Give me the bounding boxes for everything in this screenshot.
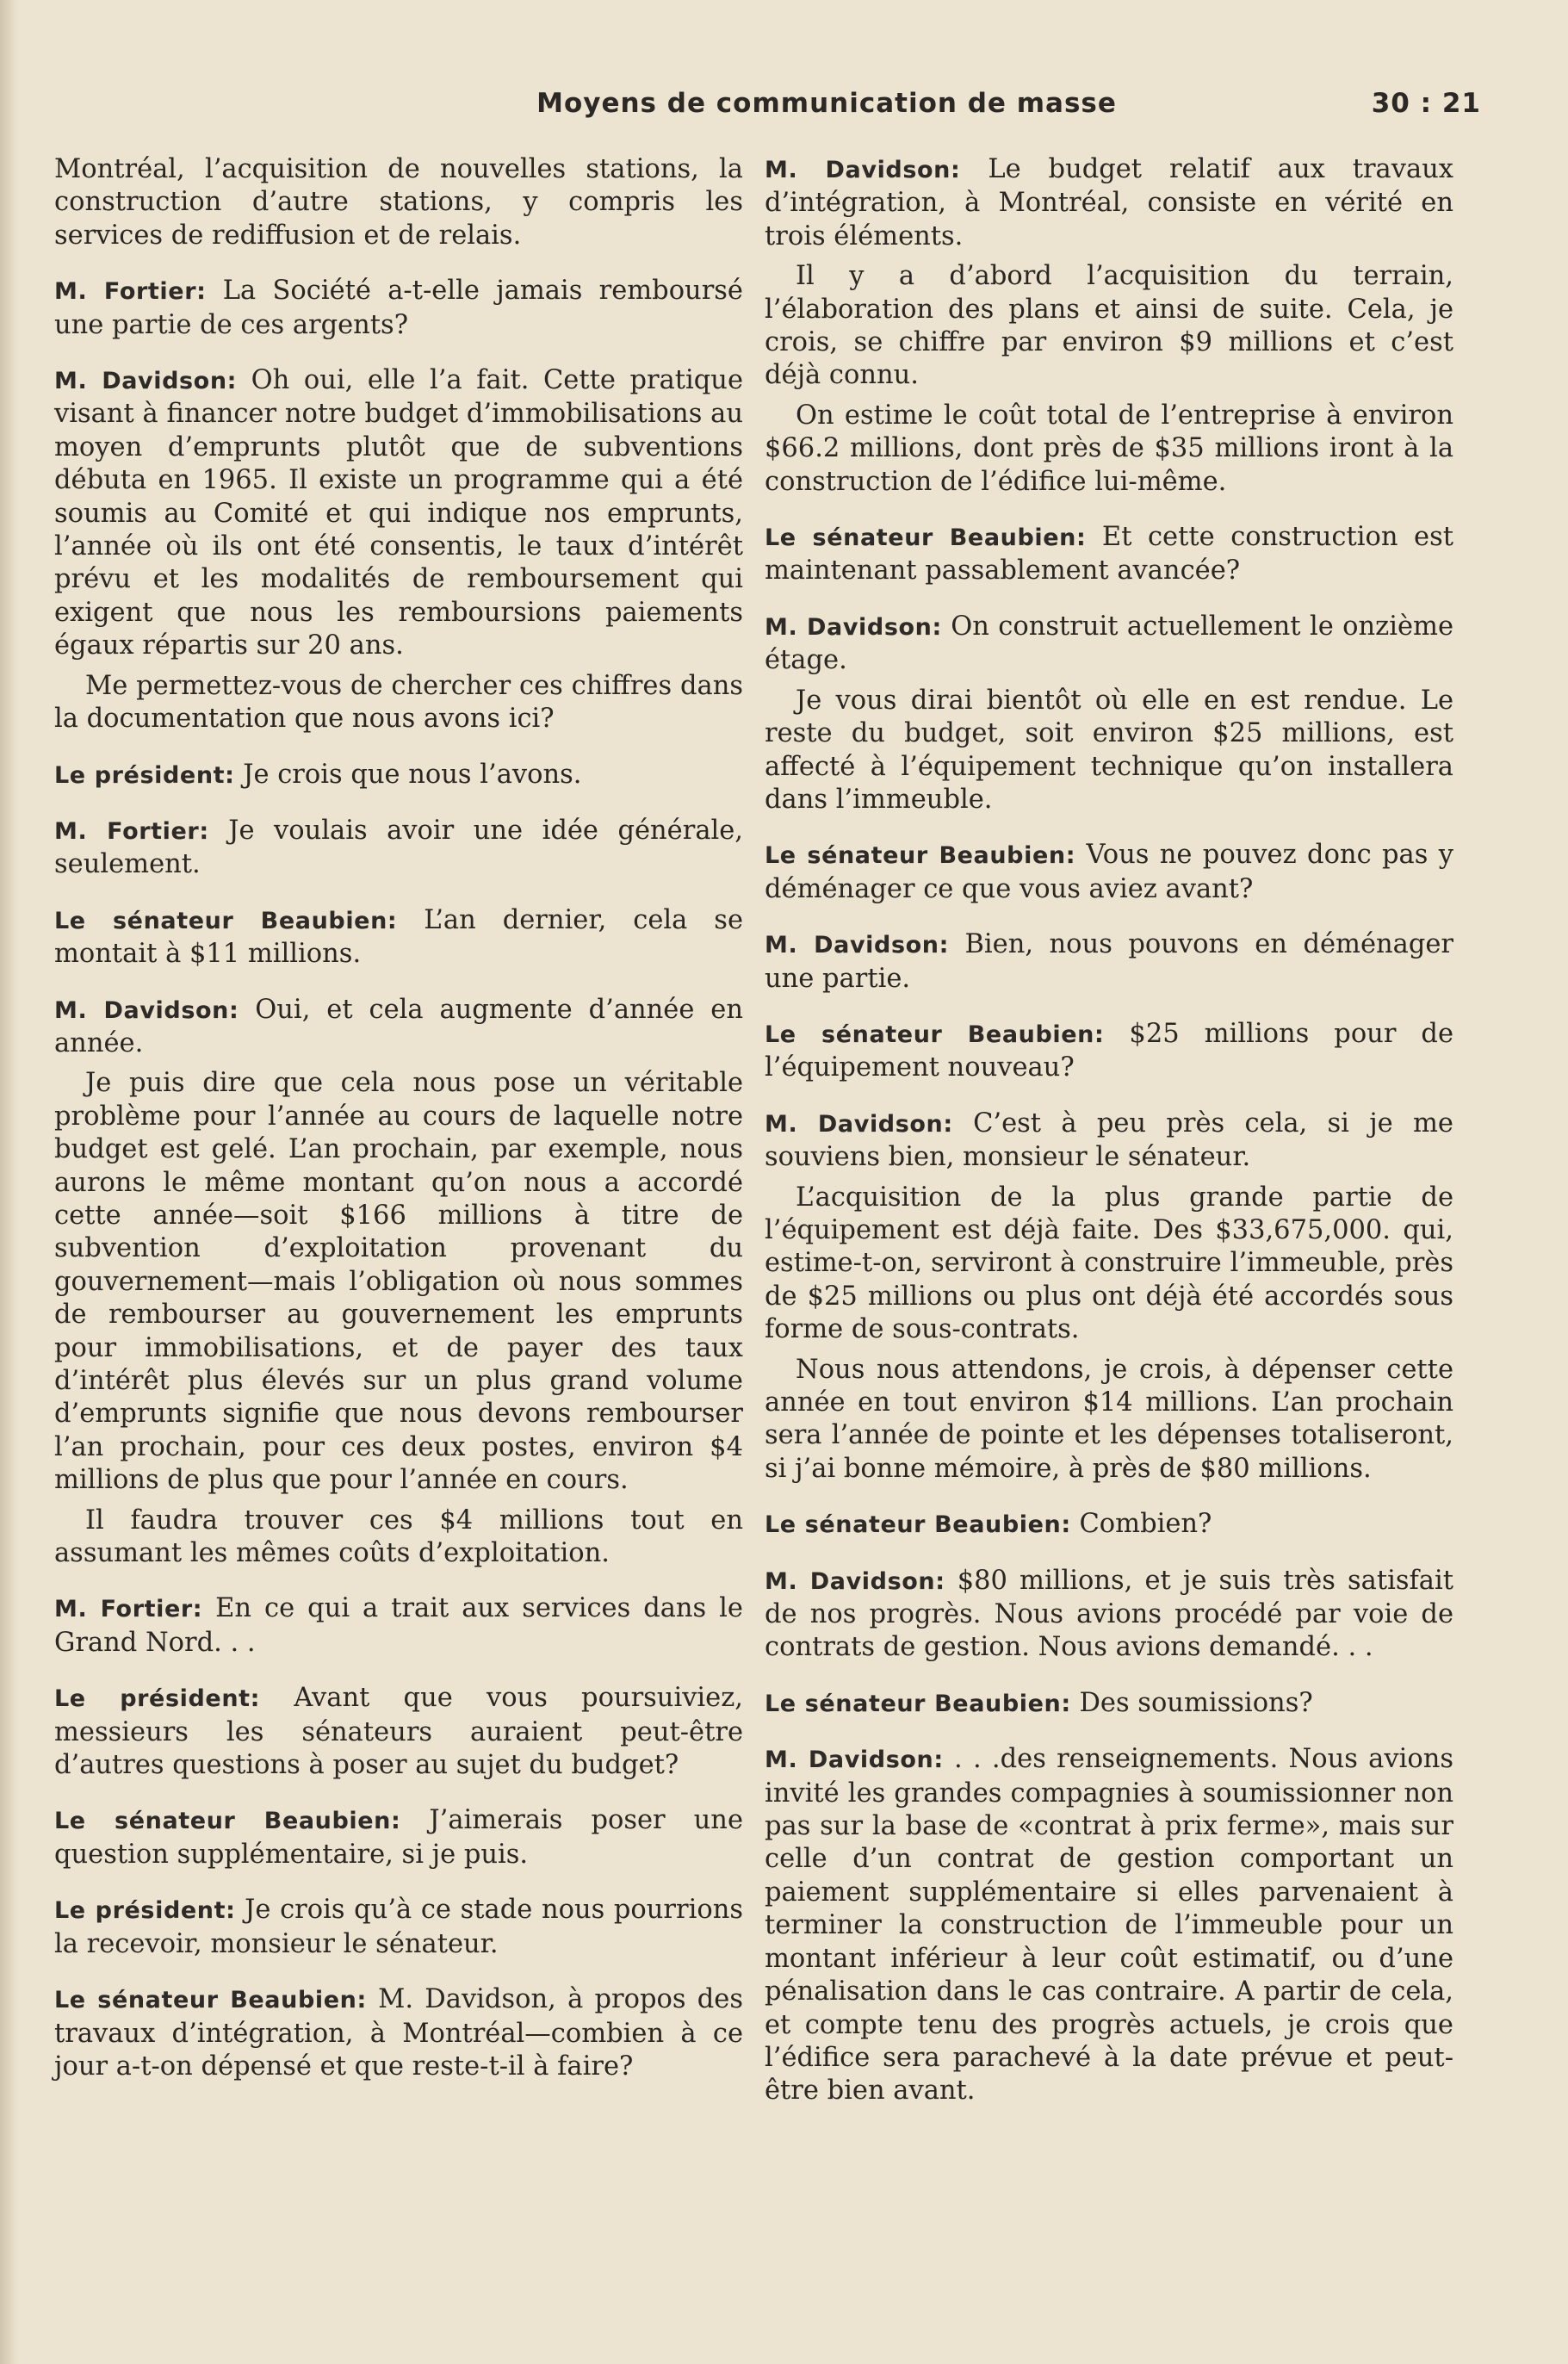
speech-paragraph xyxy=(54,1682,743,1782)
paragraph-text: La Société a-t-elle jamais remboursé une partie de ces argents? xyxy=(54,276,743,340)
speaker-name: Le président: xyxy=(54,1897,236,1925)
speaker-name: M. Davidson: xyxy=(54,368,238,395)
speaker-name: Le sénateur Beaubien: xyxy=(765,842,1076,870)
speaker-name: Le président: xyxy=(54,761,235,789)
speech-paragraph xyxy=(54,1592,743,1660)
paragraph-text: L’an dernier, cela se montait à $11 millions. xyxy=(54,904,743,970)
paragraph-text: Oui, et cela augmente d’année en année. xyxy=(54,994,743,1058)
running-head xyxy=(52,88,1481,129)
speech-paragraph xyxy=(54,364,743,663)
speech-paragraph xyxy=(765,521,1453,588)
speech-paragraph xyxy=(54,1983,743,2083)
speaker-name: Le sénateur Beaubien: xyxy=(765,1511,1071,1539)
paragraph-text: C’est à peu près cela, si je me souviens bien, monsieur le sénateur. xyxy=(765,1108,1453,1173)
paragraph-text: M. Davidson, à propos des travaux d’intégration, à Montréal—combien à ce jour a-t-on dépensé et que reste-t-il à faire? xyxy=(54,1984,743,2082)
running-title: Moyens de communication de masse xyxy=(536,88,1117,119)
paragraph-text: $25 millions pour de l’équipement nouveau? xyxy=(765,1018,1453,1083)
speaker-name: Le sénateur Beaubien: xyxy=(765,1690,1071,1717)
text-paragraph xyxy=(765,1182,1453,1347)
speaker-name: M. Fortier: xyxy=(54,1596,203,1623)
text-paragraph xyxy=(765,260,1453,393)
paragraph-text: On estime le coût total de l’entreprise à environ $66.2 millions, dont près de $35 millions iront à la construction de l’édifice lui-même. xyxy=(765,400,1453,497)
speaker-name: M. Davidson: xyxy=(765,1567,945,1595)
speech-paragraph xyxy=(765,839,1453,906)
paragraph-text: Je puis dire que cela nous pose un véritable problème pour l’année au cours de laquelle notre budget est gelé. L’an prochain, par exemple, nous aurons le même montant qu’on nous a accordé cette année—soit $166 millions à titre de subvention d’exploitation provenant du gouvernement—mais l’obligation où nous sommes de rembourser au gouvernement les emprunts pour immobilisations, et de payer des taux d’intérêt plus élevés sur un plus grand volume d’emprunts signifie que nous devons rembourser l’an prochain, pour ces deux postes, environ $4 millions de plus que pour l’année en cours. xyxy=(54,1068,743,1496)
left-column xyxy=(54,153,743,2090)
paragraph-text: L’acquisition de la plus grande partie de l’équipement est déjà faite. Des $33,675,000. qui, estime-t-on, serviront à construire l’immeuble, près de $25 millions ou plus ont déjà été accordés sous forme de sous-contrats. xyxy=(765,1182,1453,1345)
right-column xyxy=(765,153,1453,2115)
text-paragraph xyxy=(54,1505,743,1571)
paragraph-text: Combien? xyxy=(1070,1509,1212,1540)
paragraph-text: Me permettez-vous de chercher ces chiffres dans la documentation que nous avons ici? xyxy=(54,670,743,735)
speaker-name: M. Fortier: xyxy=(54,817,209,845)
paragraph-text: Je crois qu’à ce stade nous pourrions la recevoir, monsieur le sénateur. xyxy=(54,1895,743,1959)
paragraph-text: Avant que vous poursuiviez, messieurs les sénateurs auraient peut-être d’autres questions à poser au sujet du budget? xyxy=(54,1683,743,1781)
paragraph-text: $80 millions, et je suis très satisfait de nos progrès. Nous avions procédé par voie de contrats de gestion. Nous avions demandé. . . xyxy=(765,1565,1453,1663)
paragraph-text: En ce qui a trait aux services dans le Grand Nord. . . xyxy=(54,1593,743,1658)
paragraph-text: Et cette construction est maintenant passablement avancée? xyxy=(765,522,1453,586)
paragraph-text: Il y a d’abord l’acquisition du terrain, l’élaboration des plans et ainsi de suite. Cela, je crois, se chiffre par environ $9 millions et c’est déjà connu. xyxy=(765,261,1453,391)
text-paragraph xyxy=(765,400,1453,499)
text-paragraph xyxy=(765,685,1453,817)
speech-paragraph xyxy=(54,1804,743,1871)
speaker-name: M. Davidson: xyxy=(765,932,949,959)
speaker-name: M. Davidson: xyxy=(765,613,942,641)
speaker-name: Le sénateur Beaubien: xyxy=(765,524,1087,552)
speaker-name: M. Davidson: xyxy=(54,996,239,1024)
speaker-name: Le sénateur Beaubien: xyxy=(54,1987,367,2014)
page-number: 30 : 21 xyxy=(1371,88,1481,119)
text-paragraph xyxy=(54,153,743,252)
speech-paragraph xyxy=(54,994,743,1061)
speech-paragraph xyxy=(765,611,1453,678)
speech-paragraph xyxy=(54,759,743,792)
paragraph-text: Des soumissions? xyxy=(1070,1687,1313,1718)
speaker-name: Le sénateur Beaubien: xyxy=(54,1808,401,1835)
paragraph-text: On construit actuellement le onzième étage. xyxy=(765,611,1453,676)
speech-paragraph xyxy=(765,1687,1453,1721)
paragraph-text: Vous ne pouvez donc pas y déménager ce que vous aviez avant? xyxy=(765,840,1453,904)
paragraph-text: Je voulais avoir une idée générale, seulement. xyxy=(54,815,743,880)
paragraph-text: Montréal, l’acquisition de nouvelles stations, la construction d’autre stations, y compris les services de rediffusion et de relais. xyxy=(54,154,743,251)
speaker-name: M. Davidson: xyxy=(765,157,961,183)
text-paragraph xyxy=(54,670,743,736)
speech-paragraph xyxy=(54,1894,743,1961)
speech-paragraph xyxy=(765,1108,1453,1175)
paragraph-text: Oh oui, elle l’a fait. Cette pratique visant à financer notre budget d’immobilisations au moyen d’emprunts plutôt que de subventions débuta en 1965. Il existe un programme qui a été soumis au Comité et qui indique nos emprunts, l’année où ils ont été consentis, le taux d’intérêt prévu et les modalités de remboursement qui exigent que nous les remboursions paiements égaux répartis sur 20 ans. xyxy=(54,365,744,661)
paragraph-text: . . .des renseignements. Nous avions invité les grandes compagnies à soumissionner non pas sur la base de «contrat à prix ferme», mais sur celle d’un contrat de gestion comportant un paiement supplémentaire si elles parvenaient à terminer la construction de l’immeuble pour un montant inférieur à leur coût estimatif, ou d’une pénalisation dans le cas contraire. A partir de cela, et compte tenu des progrès actuels, je crois que l’édifice sera parachevé à la date prévue et peut-être bien avant. xyxy=(765,1744,1453,2107)
paragraph-text: J’aimerais poser une question supplémentaire, si je puis. xyxy=(54,1805,743,1870)
paragraph-text: Il faudra trouver ces $4 millions tout en assumant les mêmes coûts d’exploitation. xyxy=(54,1505,743,1569)
speech-paragraph xyxy=(765,1565,1453,1665)
speaker-name: M. Davidson: xyxy=(765,1110,953,1138)
paragraph-text: Nous nous attendons, je crois, à dépenser cette année en tout environ $14 millions. L’an prochain sera l’année de pointe et les dépenses totaliseront, si j’ai bonne mémoire, à près de $80 millions. xyxy=(765,1354,1453,1484)
speech-paragraph xyxy=(54,815,743,882)
speaker-name: M. Fortier: xyxy=(54,278,207,306)
speech-paragraph xyxy=(765,1018,1453,1085)
speech-paragraph xyxy=(765,928,1453,996)
speaker-name: Le sénateur Beaubien: xyxy=(54,907,398,934)
speech-paragraph xyxy=(765,1743,1453,2107)
speech-paragraph xyxy=(54,904,743,971)
speaker-name: Le président: xyxy=(54,1685,261,1713)
paragraph-text: Bien, nous pouvons en déménager une partie. xyxy=(765,929,1453,994)
paragraph-text: Je crois que nous l’avons. xyxy=(234,759,582,790)
speech-paragraph xyxy=(765,153,1453,253)
speech-paragraph xyxy=(765,1508,1453,1542)
paragraph-text: Je vous dirai bientôt où elle en est rendue. Le reste du budget, soit environ $25 millions, est affecté à l’équipement technique qu’on installera dans l’immeuble. xyxy=(765,685,1453,815)
text-paragraph xyxy=(54,1067,743,1497)
speaker-name: M. Davidson: xyxy=(765,1747,944,1774)
page-binding-edge xyxy=(0,0,19,2364)
speaker-name: Le sénateur Beaubien: xyxy=(765,1021,1105,1048)
paragraph-text: Le budget relatif aux travaux d’intégration, à Montréal, consiste en vérité en trois éléments. xyxy=(765,154,1453,251)
speech-paragraph xyxy=(54,275,743,342)
text-paragraph xyxy=(765,1354,1453,1486)
